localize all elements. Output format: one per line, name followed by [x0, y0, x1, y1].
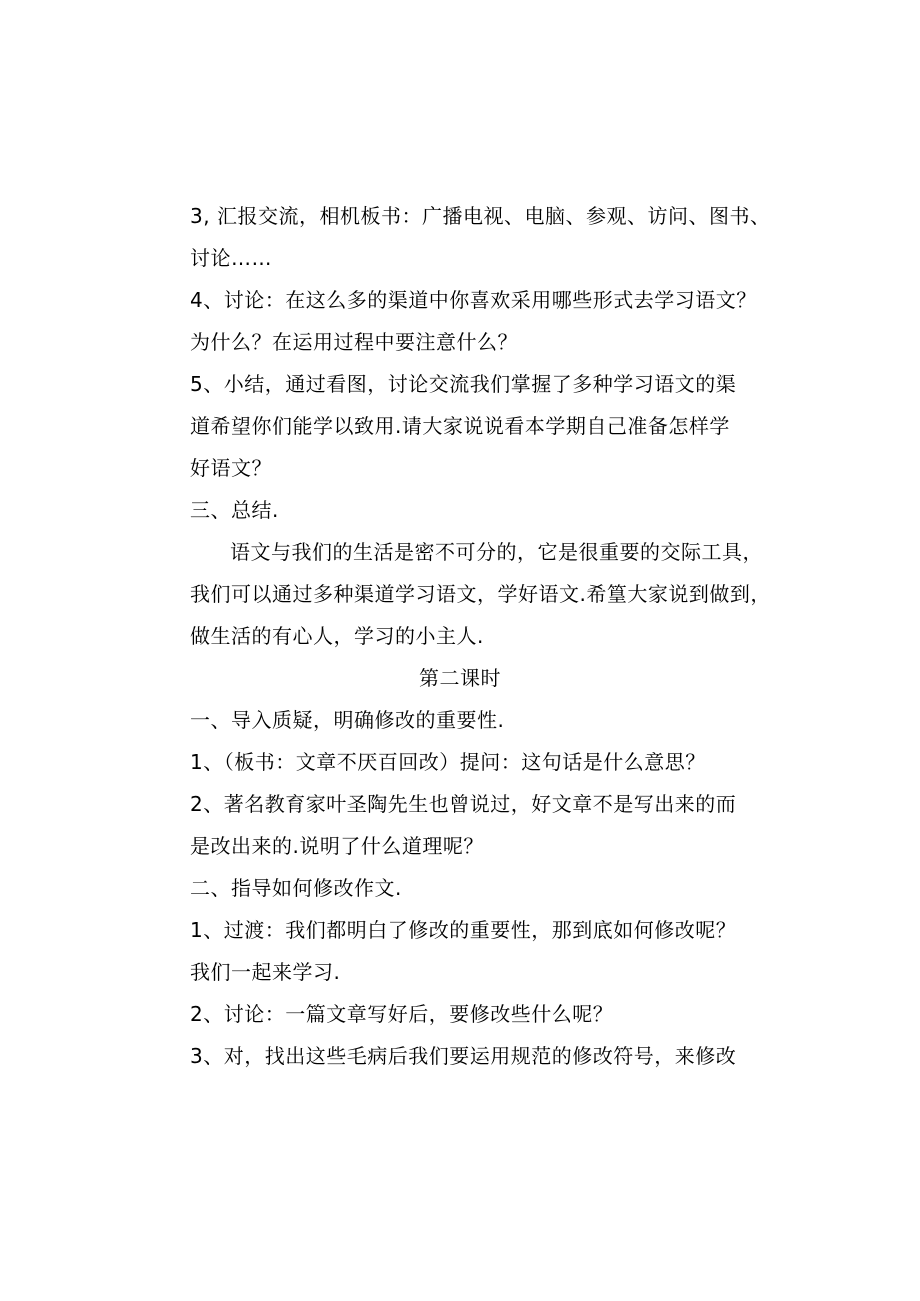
- lesson-title: 第二课时: [419, 666, 501, 690]
- section-heading: 一、导入质疑，明确修改的重要性.: [190, 708, 505, 732]
- text-line: 道希望你们能学以致用.请大家说说看本学期自己准备怎样学: [190, 414, 730, 438]
- text-line: 讨论……: [190, 246, 272, 270]
- text-line: 好语文？: [190, 456, 272, 480]
- text-line: 我们一起来学习.: [190, 960, 341, 984]
- text-line: 4、讨论：在这么多的渠道中你喜欢采用哪些形式去学习语文？: [190, 288, 757, 312]
- text-line: 1、过渡：我们都明白了修改的重要性，那到底如何修改呢？: [190, 918, 737, 942]
- text-line: 2、讨论：一篇文章写好后，要修改些什么呢？: [190, 1002, 614, 1026]
- text-line: 3, 汇报交流，相机板书：广播电视、电脑、参观、访问、图书、: [190, 204, 771, 228]
- text-line: 3、对，找出这些毛病后我们要运用规范的修改符号，来修改: [190, 1044, 737, 1068]
- text-line: 2、著名教育家叶圣陶先生也曾说过，好文章不是写出来的而: [190, 792, 737, 816]
- text-line: 1、（板书：文章不厌百回改）提问：这句话是什么意思？: [190, 750, 706, 774]
- section-heading: 三、总结.: [190, 498, 279, 522]
- paragraph-first-line: 语文与我们的生活是密不可分的，它是很重要的交际工具，: [230, 540, 763, 564]
- text-line: 是改出来的.说明了什么道理呢？: [190, 834, 484, 858]
- text-line: 为什么？在运用过程中要注意什么？: [190, 330, 518, 354]
- text-line: 5、小结，通过看图，讨论交流我们掌握了多种学习语文的渠: [190, 372, 737, 396]
- text-line: 我们可以通过多种渠道学习语文，学好语文.希篁大家说到做到，: [190, 582, 771, 606]
- section-heading: 二、指导如何修改作文.: [190, 876, 402, 900]
- text-line: 做生活的有心人，学习的小主人.: [190, 624, 484, 648]
